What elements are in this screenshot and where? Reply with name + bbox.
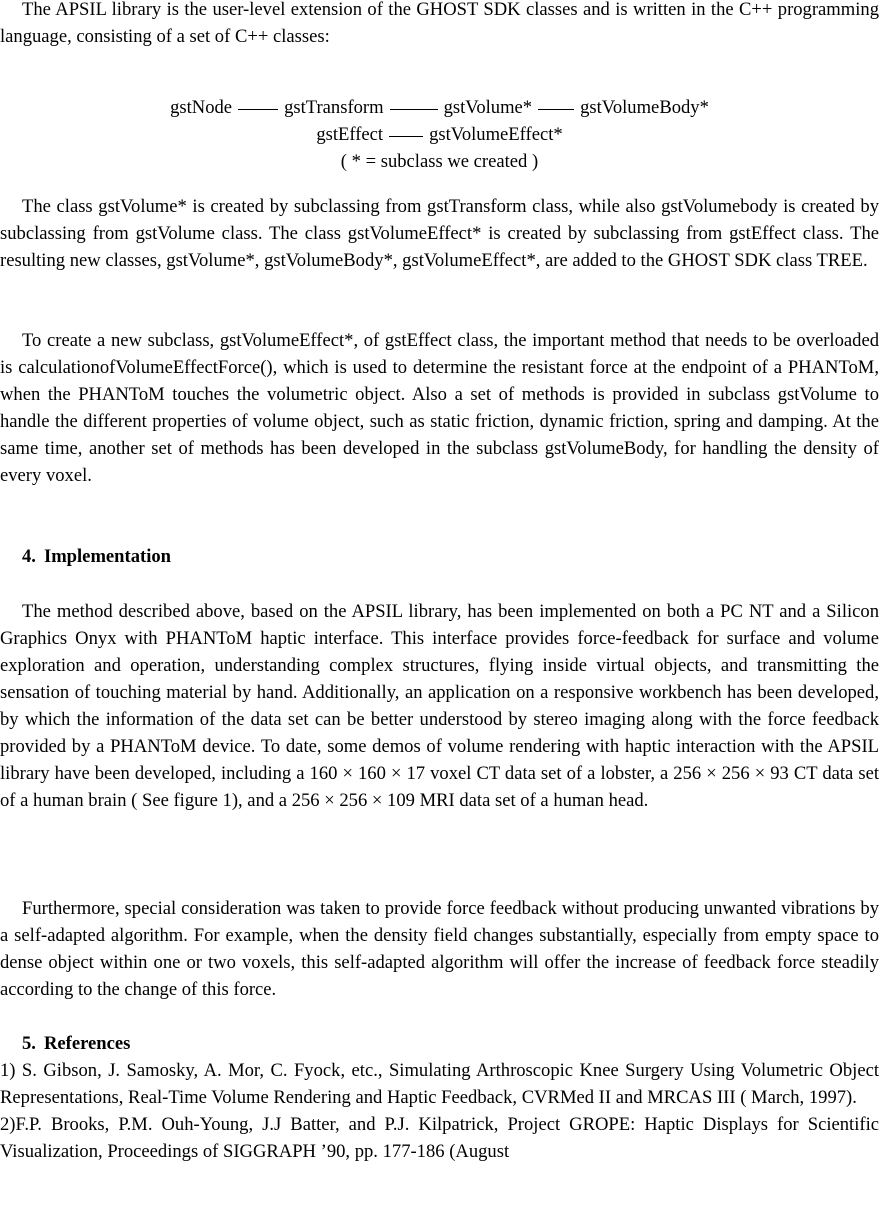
class-gsttransform: gstTransform (284, 97, 384, 118)
section-4-number: 4. (22, 546, 36, 567)
class-tree-diagram (0, 94, 879, 175)
implementation-paragraph: The method described above, based on the APSIL library, has been implemented on both a PC NT and a Silicon Graphics Onyx with PHANToM haptic interface. This interface provides force-feedback for surface and volume exploration and operation, understanding complex structures, flying inside virtual objects, and transmitting the sensation of touching material by hand. Additionally, an application on a responsive workbench has been developed, by which the information of the data set can be better understood by stereo imaging along with the force feedback provided by a PHANToM device. To date, some demos of volume rendering with haptic interaction with the APSIL library have been developed, including a 160 × 160 × 17 voxel CT data set of a lobster, a 256 × 256 × 93 CT data set of a human brain ( See figure 1), and a 256 × 256 × 109 MRI data set of a human head. (0, 601, 879, 811)
class-tree-note: ( * = subclass we created ) (340, 151, 539, 172)
section-5-heading (0, 1030, 879, 1057)
vibration-paragraph: Furthermore, special consideration was taken to provide force feedback without producing unwanted vibrations by a self-adapted algorithm. For example, when the density field changes substantially, especially from empty space to dense object within one or two voxels, this self-adapted algorithm will offer the increase of feedback force steadily according to the change of this force. (0, 898, 879, 1000)
class-tree-row-1 (0, 94, 879, 121)
connector-line (538, 109, 574, 110)
reference-item: 2)F.P. Brooks, P.M. Ouh-Young, J.J Batter, and P.J. Kilpatrick, Project GROPE: Haptic Displays for Scientific Visualization, Proceedings of SIGGRAPH ’90, pp. 177-186 (August (0, 1114, 879, 1162)
reference-item: 1) S. Gibson, J. Samosky, A. Mor, C. Fyock, etc., Simulating Arthroscopic Knee Surgery Using Volumetric Object Representations, Real-Time Volume Rendering and Haptic Feedback, CVRMed II and MRCAS III ( March, 1997). (0, 1060, 879, 1108)
subclass-paragraph: The class gstVolume* is created by subclassing from gstTransform class, while also gstVolumebody is created by subclassing from gstVolume class. The class gstVolumeEffect* is created by subclassing from gstEffect class. The resulting new classes, gstVolume*, gstVolumeBody*, gstVolumeEffect*, are added to the GHOST SDK class TREE. (0, 196, 879, 271)
section-5-title: References (43, 1033, 131, 1054)
class-tree-row-2 (0, 121, 879, 148)
class-gsteffect: gstEffect (316, 124, 384, 145)
method-paragraph: To create a new subclass, gstVolumeEffect*, of gstEffect class, the important method that needs to be overloaded is calculationofVolumeEffectForce(), which is used to determine the resistant force at the endpoint of a PHANToM, when the PHANToM touches the volumetric object. Also a set of methods is provided in subclass gstVolume to handle the different properties of volume object, such as static friction, dynamic friction, spring and damping. At the same time, another set of methods has been developed in the subclass gstVolumeBody, for handling the density of every voxel. (0, 330, 879, 486)
connector-line (389, 136, 423, 137)
section-4-title: Implementation (43, 546, 172, 567)
references-list (0, 1057, 879, 1165)
section-4-heading (0, 543, 879, 570)
class-gstvolumebody: gstVolumeBody* (580, 97, 709, 118)
connector-line (390, 109, 438, 110)
connector-line (238, 109, 278, 110)
class-gstvolume: gstVolume* (443, 97, 533, 118)
section-5-number: 5. (22, 1033, 36, 1054)
intro-paragraph: The APSIL library is the user-level extension of the GHOST SDK classes and is written in the C++ programming language, consisting of a set of C++ classes: (0, 0, 879, 47)
class-gstnode: gstNode (170, 97, 233, 118)
class-gstvolumeeffect: gstVolumeEffect* (429, 124, 563, 145)
